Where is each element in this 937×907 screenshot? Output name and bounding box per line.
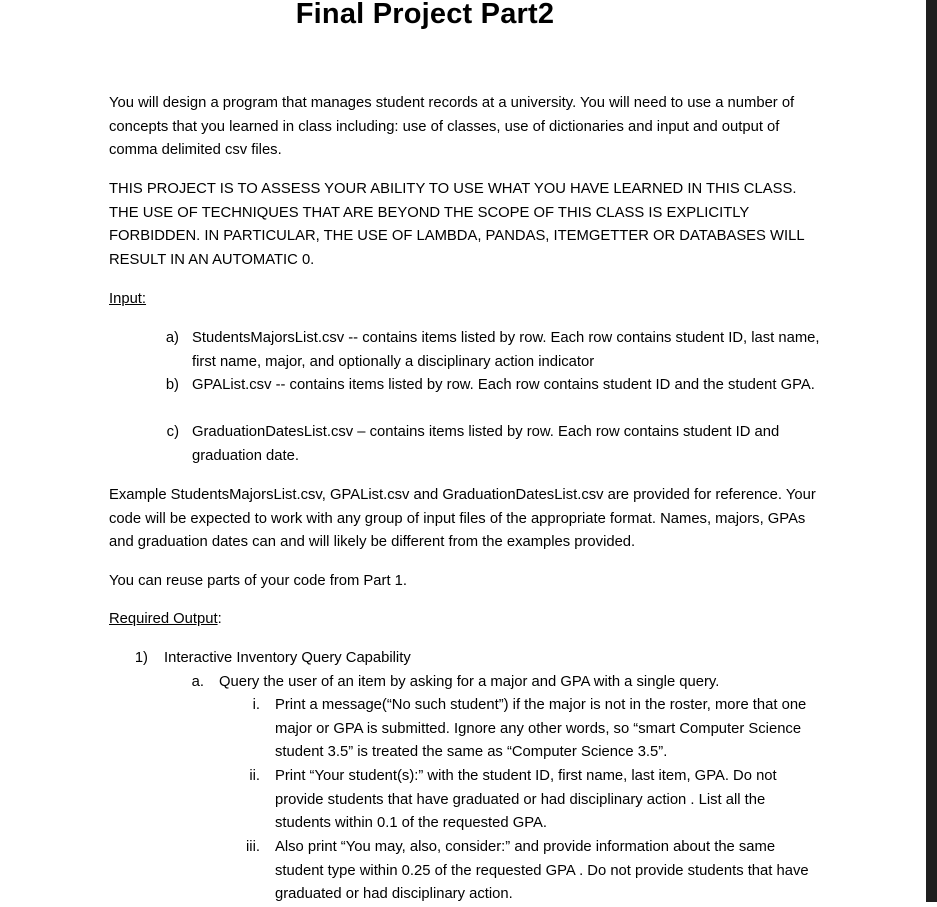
sub-item-text: Query the user of an item by asking for a major and GPA with a single query. — [219, 674, 720, 690]
window-edge-divider — [926, 0, 937, 902]
list-marker: a) — [165, 330, 179, 346]
list-marker: ii. — [249, 768, 260, 784]
example-paragraph: Example StudentsMajorsList.csv, GPAList.csv and GraduationDatesList.csv are provided for reference. Your code will be expected to work with any group of input files of the appropriate format. Names, majors, GPAs and graduation dates can and will likely be different from the examples provided. — [109, 487, 816, 550]
output-heading-colon: : — [217, 611, 222, 627]
list-marker: iii. — [246, 839, 260, 855]
input-item-text: StudentsMajorsList.csv -- contains items listed by row. Each row contains student ID, last name, first name, major, and optionally a disciplinary action indicator — [192, 330, 820, 370]
output-heading-text: Required Output — [109, 611, 218, 627]
page-title: Final Project Part2 — [295, 0, 555, 30]
input-item-text: GraduationDatesList.csv – contains items listed by row. Each row contains student ID and graduation date. — [192, 424, 780, 464]
intro-paragraph: You will design a program that manages student records at a university. You will need to use a number of concepts that you learned in class including: use of classes, use of dictionaries and input and output of comma delimited csv files. — [109, 95, 795, 158]
subsub-item-text: Print “Your student(s):” with the student ID, first name, last item, GPA. Do not provide students that have graduated or had disciplinary action . List all the students within 0.1 of the requested GPA. — [275, 768, 777, 831]
subsub-item-text: Also print “You may, also, consider:” and provide information about the same student type within 0.25 of the requested GPA . Do not provide students that have graduated or had disciplinary action. — [275, 839, 809, 902]
list-marker: b) — [165, 377, 179, 393]
list-marker: i. — [252, 697, 260, 713]
list-marker: c) — [166, 424, 179, 440]
warning-paragraph: THIS PROJECT IS TO ASSESS YOUR ABILITY TO USE WHAT YOU HAVE LEARNED IN THIS CLASS. THE USE OF TECHNIQUES THAT ARE BEYOND THE SCOPE OF THIS CLASS IS EXPLICITLY FORBIDDEN. IN PARTICULAR, THE USE OF LAMBDA, PANDAS, ITEMGETTER OR DATABASES WILL RESULT IN AN AUTOMATIC 0. — [109, 181, 805, 268]
reuse-paragraph: You can reuse parts of your code from Part 1. — [109, 573, 408, 589]
input-item-text: GPAList.csv -- contains items listed by row. Each row contains student ID and the student GPA. — [192, 377, 815, 393]
output-item-text: Interactive Inventory Query Capability — [164, 650, 411, 666]
subsub-item-text: Print a message(“No such student”) if the major is not in the roster, more that one major or GPA is submitted. Ignore any other words, so “smart Computer Science student 3.5” is treated the same as “Computer Science 3.5”. — [275, 697, 807, 760]
list-marker: a. — [191, 674, 204, 690]
output-heading — [109, 608, 829, 632]
input-heading: Input: — [109, 291, 147, 307]
list-marker: 1) — [134, 650, 148, 666]
